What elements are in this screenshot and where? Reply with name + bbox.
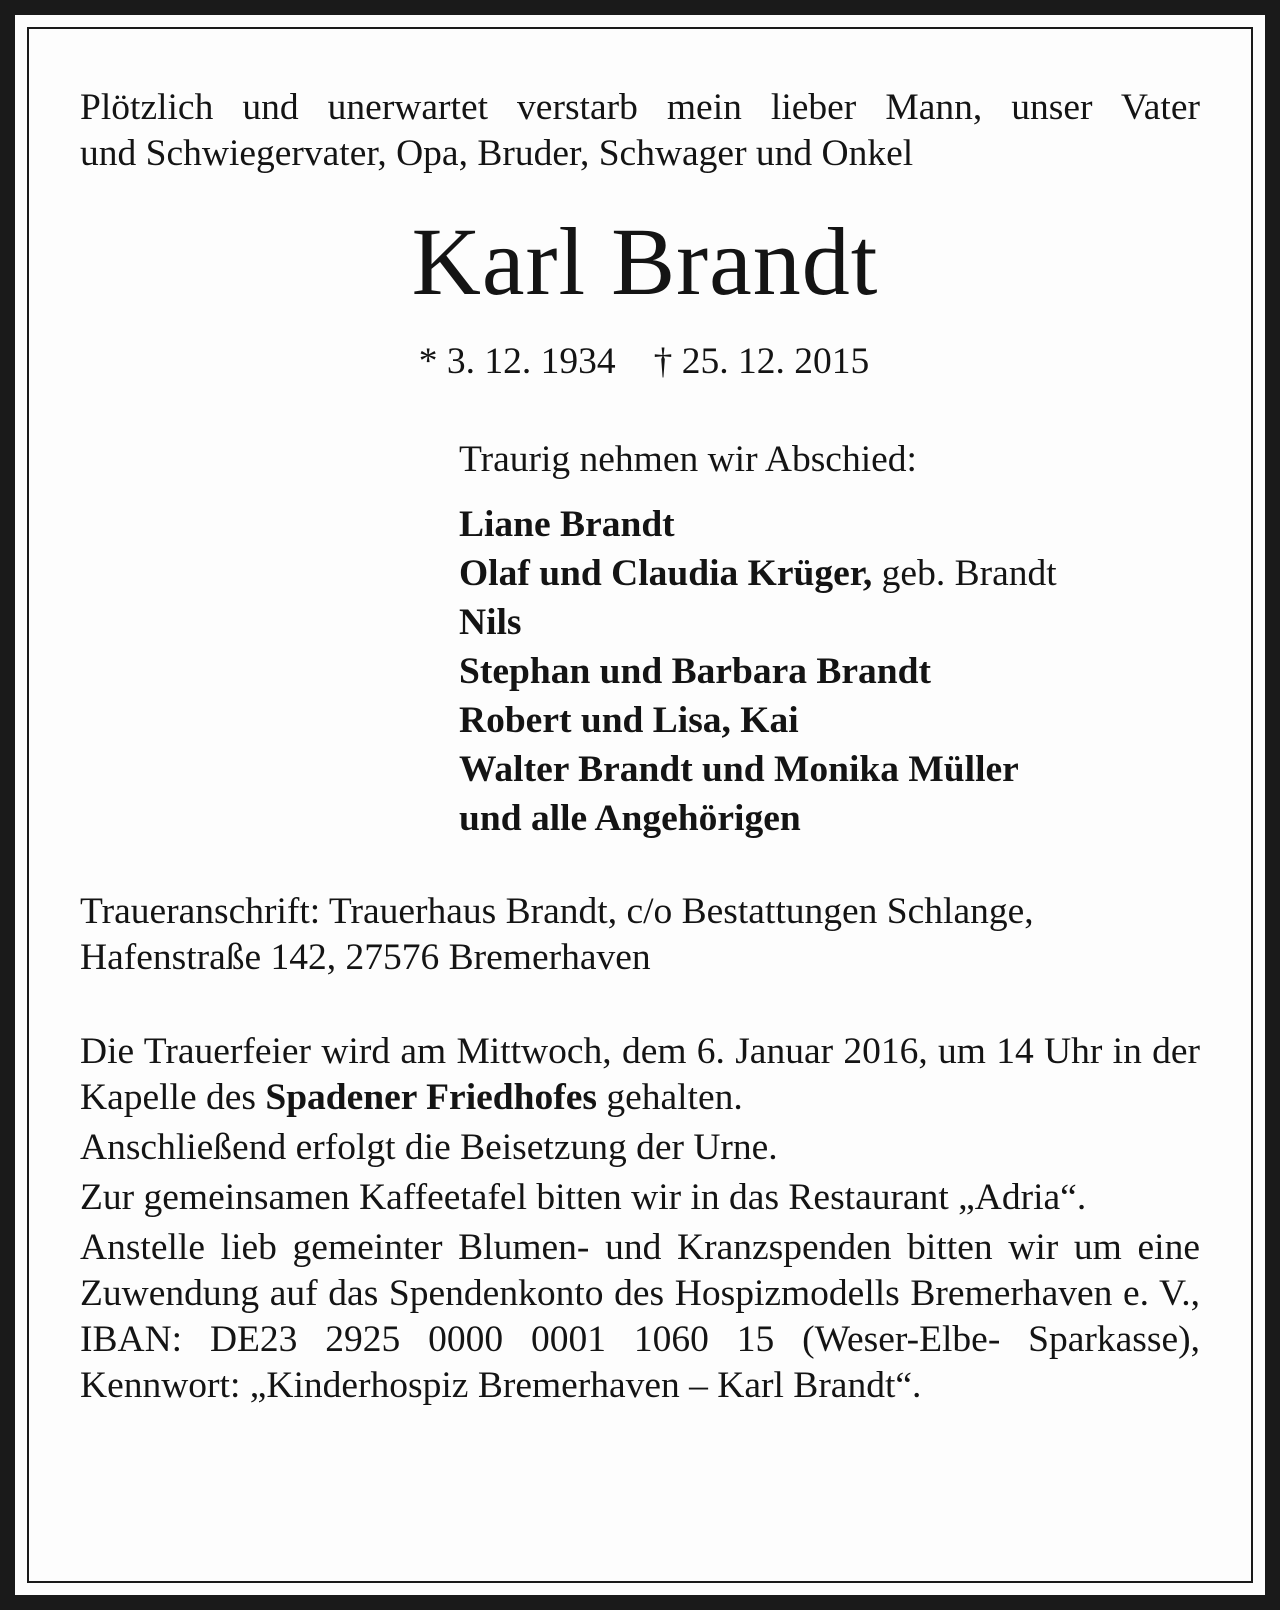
mourner-row: Robert und Lisa, Kai [459,700,799,741]
mourning-address [80,889,1200,981]
farewell-lead: Traurig nehmen wir Abschied: [459,439,917,480]
mourner-row: Walter Brandt und Monika Müller [459,749,1019,790]
address-line-1: Traueranschrift: Trauerhaus Brandt, c/o Bestattungen Schlange, [80,891,1034,932]
mourner-row: Nils [459,602,522,643]
mourner-row: Stephan und Barbara Brandt [459,651,932,692]
burial-text: Anschließend erfolgt die Beisetzung der Urne. [80,1127,778,1168]
mourner-row: und alle Angehörigen [459,798,801,839]
life-dates [80,339,1200,385]
cemetery-name: Spadener Friedhofes [265,1077,597,1118]
intro-line-1: Plötzlich und unerwartet verstarb mein lieber Mann, unser Vater [80,87,1200,128]
funeral-service-text: Die Trauerfeier wird am Mittwoch, dem 6. Januar 2016, um 14 Uhr in der Kapelle des Spadener Friedhofes gehalten. [80,1031,1200,1118]
donation-text: Anstelle lieb gemeinter Blumen- und Kranzspenden bitten wir um eine Zuwendung auf das Spendenkonto des Hospizmodells Bremerhaven e. V., IBAN: DE23 2925 0000 0001 1060 15 (Weser-Elbe- Sparkasse), Kennwort: „Kinderhospiz Bremerhaven – Karl Brandt“. [80,1227,1200,1406]
death-date: † 25. 12. 2015 [653,341,870,382]
mourner-row: Liane Brandt [459,504,675,545]
notice-content [80,85,1200,1409]
obituary-notice [15,15,1265,1595]
mourners-block [459,435,1200,843]
coffee-text: Zur gemeinsamen Kaffeetafel bitten wir in das Restaurant „Adria“. [80,1177,1087,1218]
address-line-2: Hafenstraße 142, 27576 Bremerhaven [80,937,651,978]
birth-date: * 3. 12. 1934 [418,341,616,382]
mourner-row: Olaf und Claudia Krüger, geb. Brandt [459,553,1057,594]
deceased-name: Karl Brandt [411,208,879,315]
intro-line-2: und Schwiegervater, Opa, Bruder, Schwager und Onkel [80,133,914,174]
